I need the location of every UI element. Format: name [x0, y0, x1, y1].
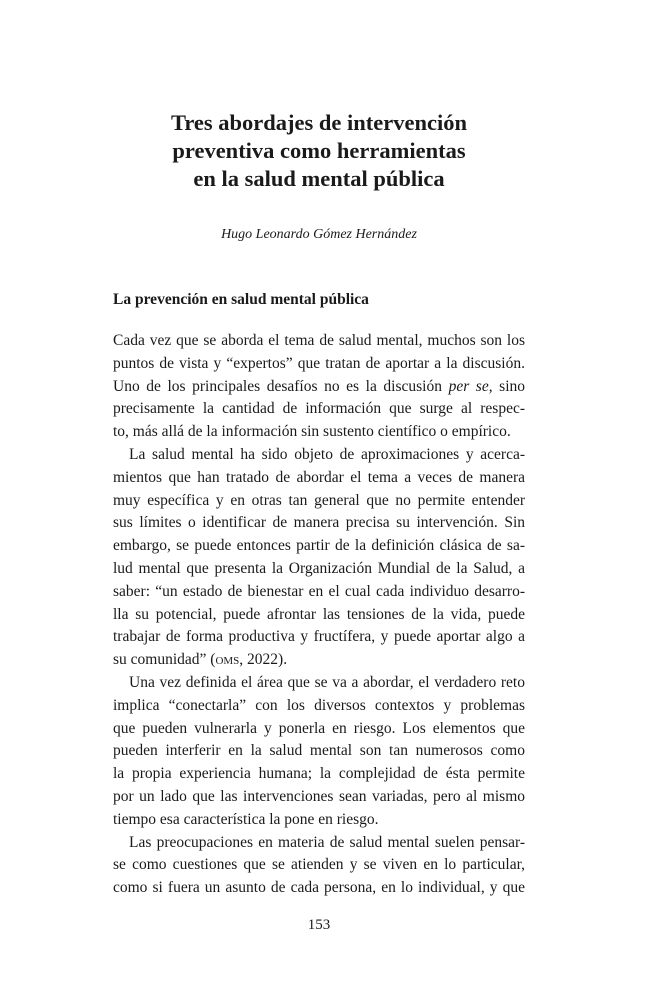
body-line: lud mental que presenta la Organización Mundial de la Salud, a	[113, 559, 525, 577]
body-line: Cada vez que se aborda el tema de salud mental, muchos son los	[113, 332, 525, 349]
chapter-title	[113, 109, 525, 193]
author-name: Hugo Leonardo Gómez Hernández	[221, 227, 417, 242]
body-line: implica “conectarla” con los diversos contextos y problemas	[113, 696, 525, 714]
chapter-title-line: Tres abordajes de intervención	[170, 110, 467, 135]
body-line: como si fuera un asunto de cada persona, en lo individual, y que	[113, 879, 525, 897]
body-line: tiempo esa característica la pone en riesgo.	[113, 810, 379, 828]
body-line: trabajar de forma productiva y fructífera, y puede aportar algo a	[113, 628, 525, 646]
body-line: puntos de vista y “expertos” que tratan de aportar a la discusión.	[113, 354, 525, 372]
body-line: por un lado que las intervenciones sean variadas, pero al mismo	[113, 787, 525, 805]
chapter-title-line: preventiva como herramientas	[172, 138, 466, 163]
body-line: Las preocupaciones en materia de salud mental suelen pensar-	[129, 833, 525, 851]
body-line: lla su potencial, puede afrontar las tensiones de la vida, puede	[113, 605, 525, 623]
body-line: se como cuestiones que se atienden y se viven en lo particular,	[113, 856, 525, 874]
body-line: to, más allá de la información sin sustento científico o empírico.	[113, 423, 511, 441]
body-line: saber: “un estado de bienestar en el cual cada individuo desarro-	[113, 582, 525, 600]
body-line: Una vez definida el área que se va a abordar, el verdadero reto	[129, 673, 525, 691]
body-line: embargo, se puede entonces partir de la definición clásica de sa-	[113, 537, 525, 555]
chapter-title-line: en la salud mental pública	[193, 166, 445, 191]
body-line: que pueden vulnerarla y ponerla en riesgo. Los elementos que	[113, 719, 525, 737]
body-line: sus límites o identificar de manera precisa su intervención. Sin	[113, 514, 525, 532]
body-line: su comunidad” (oms, 2022).	[113, 651, 288, 669]
body-line: mientos que han tratado de abordar el tema a veces de manera	[113, 468, 525, 486]
page-number: 153	[307, 917, 331, 933]
body-line: pueden interferir en la salud mental son tan numerosos como	[113, 742, 525, 760]
body-line: Uno de los principales desafíos no es la discusión per se, sino	[113, 377, 526, 395]
body-line: La salud mental ha sido objeto de aproximaciones y acerca-	[129, 445, 525, 463]
body-line: precisamente la cantidad de información que surge al respec-	[113, 400, 525, 418]
body-line: la propia experiencia humana; la complejidad de ésta permite	[113, 765, 525, 783]
section-heading: La prevención en salud mental pública	[113, 291, 369, 308]
body-line: muy específica y en otras tan general que no permite entender	[113, 491, 525, 509]
body-text	[113, 330, 525, 900]
